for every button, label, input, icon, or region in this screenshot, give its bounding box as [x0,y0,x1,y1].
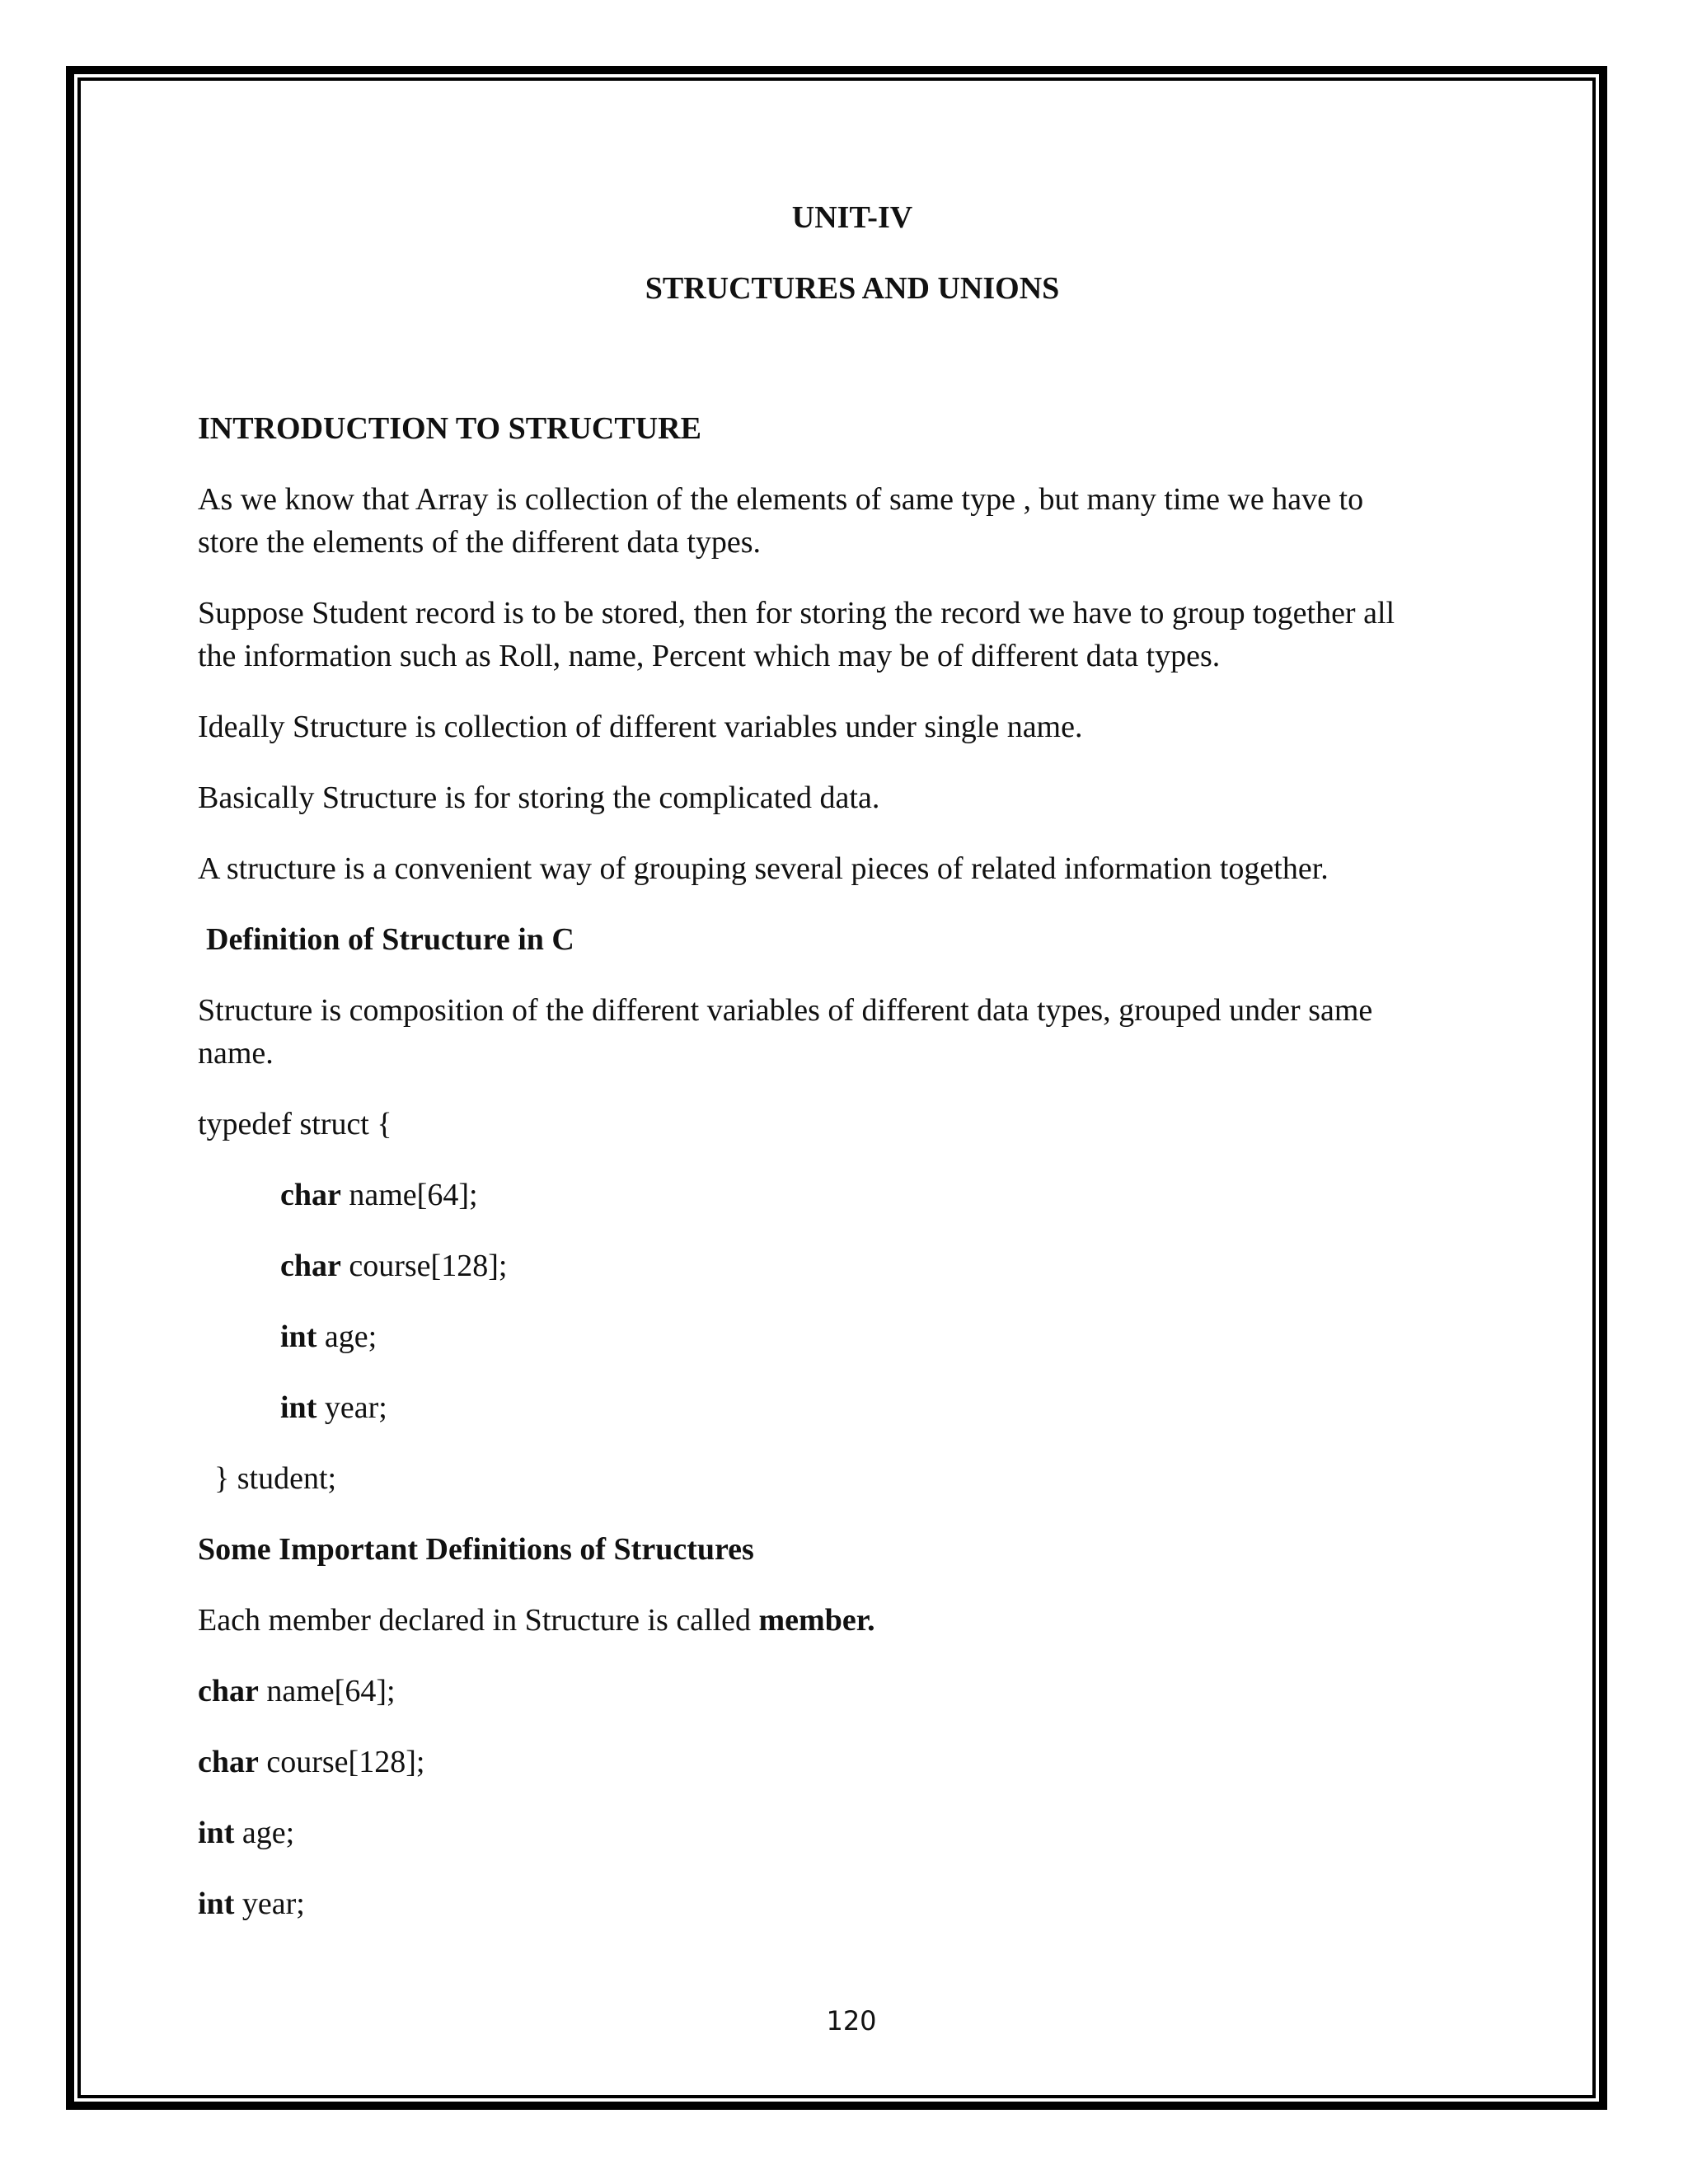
code-declaration: name[64]; [340,1178,478,1212]
member-example-line [198,1741,424,1783]
member-example-line [198,1882,305,1925]
code-keyword: char [198,1745,259,1779]
code-member-line [280,1244,507,1287]
intro-paragraph-2-line-2: the information such as Roll, name, Percent which may be of different data types. [198,639,1221,673]
page-number: 120 [826,2005,877,2036]
member-term: member. [758,1603,875,1638]
member-example-line [198,1811,294,1854]
code-struct-close: } student; [214,1461,337,1496]
code-keyword: char [280,1249,341,1283]
definition-paragraph-line-1: Structure is composition of the different variables of different data types, grouped under same [198,993,1373,1028]
code-member-line [280,1386,387,1429]
intro-paragraph-3: Ideally Structure is collection of different variables under single name. [198,710,1083,744]
intro-paragraph-2-line-1: Suppose Student record is to be stored, then for storing the record we have to group together all [198,596,1395,630]
code-keyword: int [280,1390,317,1425]
code-member-line [280,1174,478,1216]
intro-paragraph-4: Basically Structure is for storing the complicated data. [198,780,880,815]
code-declaration: course[128]; [340,1249,508,1283]
code-keyword: int [198,1886,235,1921]
code-declaration: name[64]; [258,1674,396,1708]
code-keyword: int [280,1319,317,1354]
member-example-line [198,1670,396,1713]
definition-heading: Definition of Structure in C [206,922,574,957]
chapter-title: STRUCTURES AND UNIONS [645,271,1060,306]
intro-heading: INTRODUCTION TO STRUCTURE [198,411,701,446]
unit-title: UNIT-IV [791,200,913,235]
definition-paragraph-line-2: name. [198,1036,274,1071]
code-struct-open: typedef struct { [198,1107,392,1141]
member-sentence-text: Each member declared in Structure is called [198,1603,759,1638]
code-keyword: char [198,1674,259,1708]
member-definition-sentence [198,1599,875,1642]
important-definitions-heading: Some Important Definitions of Structures [198,1532,754,1567]
code-declaration: age; [234,1816,295,1850]
code-declaration: year; [234,1886,305,1921]
code-keyword: char [280,1178,341,1212]
intro-paragraph-1-line-2: store the elements of the different data types. [198,525,762,560]
code-member-line [280,1315,377,1358]
code-declaration: age; [316,1319,377,1354]
code-keyword: int [198,1816,235,1850]
intro-paragraph-5: A structure is a convenient way of grouping several pieces of related information together. [198,851,1329,886]
code-declaration: course[128]; [258,1745,425,1779]
intro-paragraph-1-line-1: As we know that Array is collection of the elements of same type , but many time we have to [198,482,1364,517]
page-border-inner [77,77,1596,2098]
code-declaration: year; [316,1390,387,1425]
